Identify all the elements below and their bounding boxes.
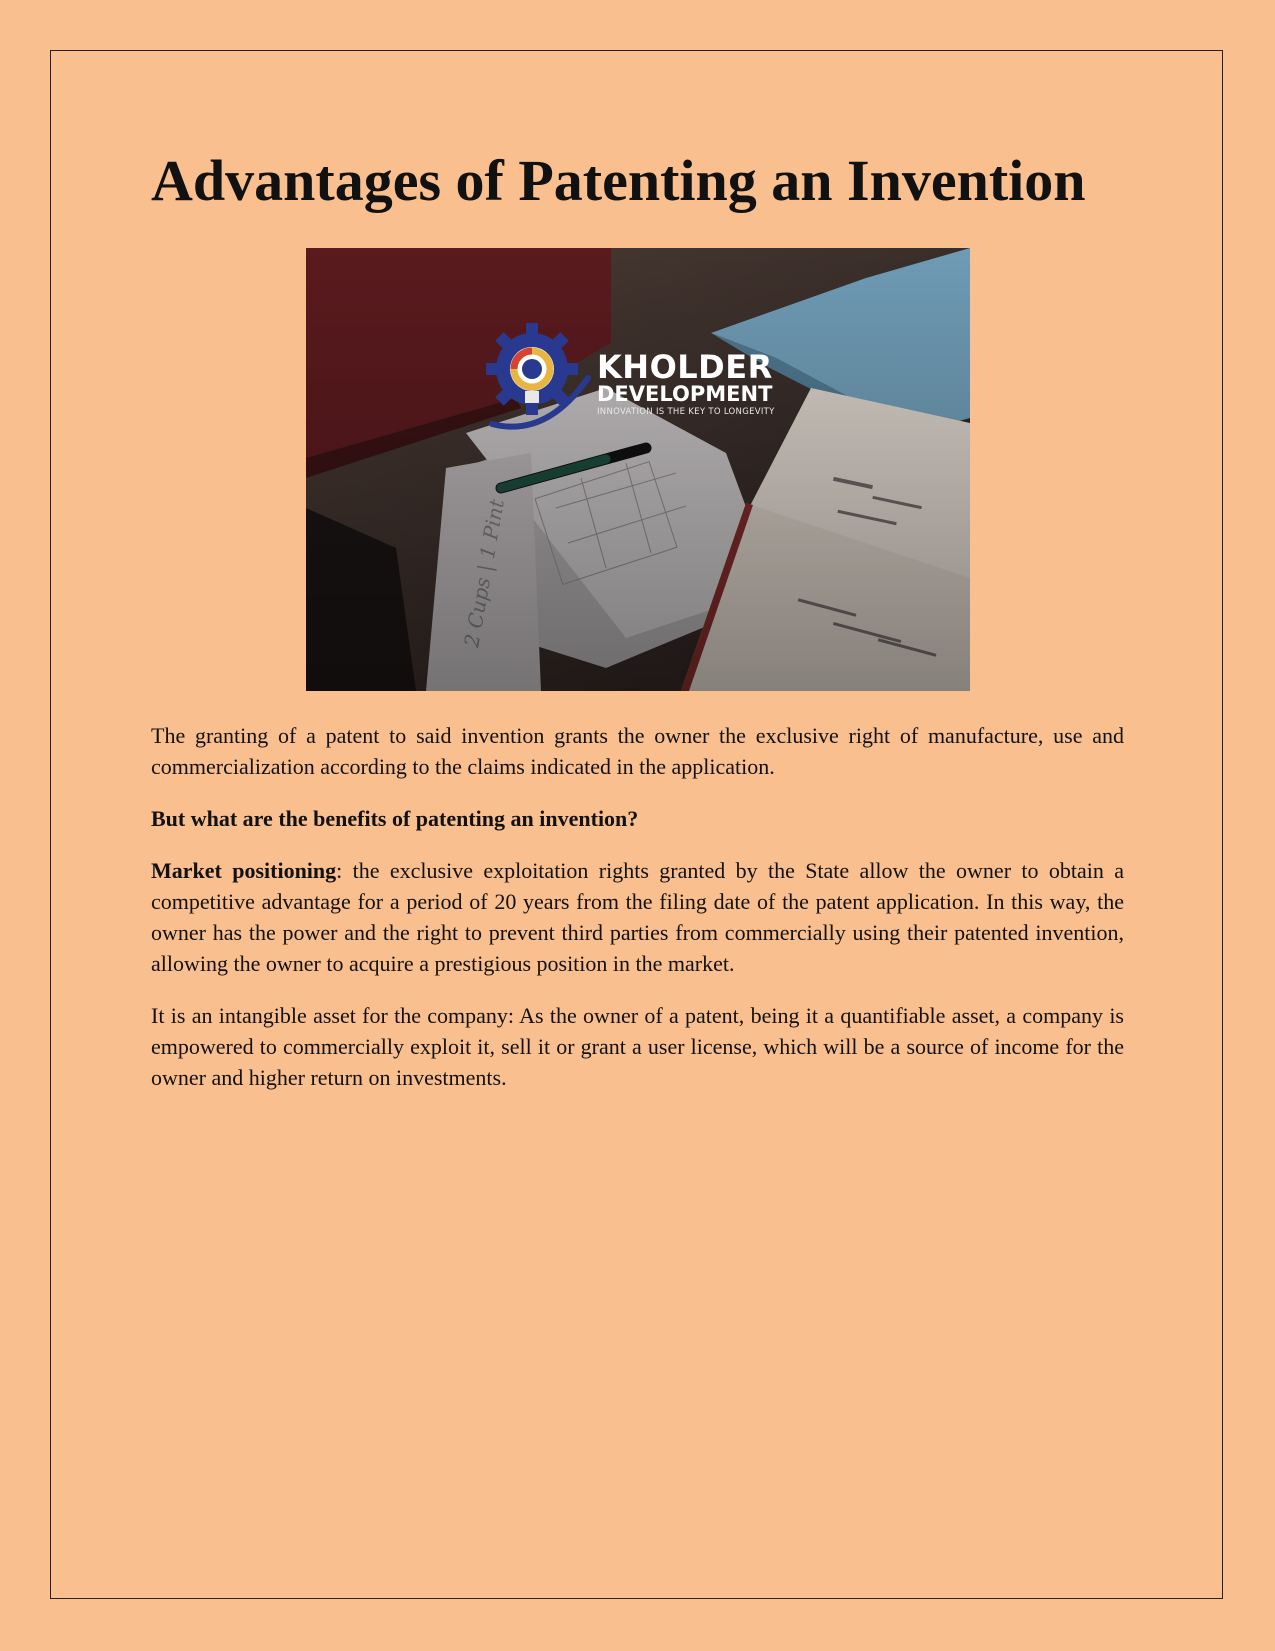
article-body	[151, 720, 1124, 1114]
intro-paragraph: The granting of a patent to said invention grants the owner the exclusive right of manufacture, use and commercialization according to the claims indicated in the application.	[151, 723, 1124, 779]
question-heading: But what are the benefits of patenting an invention?	[151, 806, 639, 831]
market-label: Market positioning	[151, 858, 337, 883]
logo-tagline: INNOVATION IS THE KEY TO LONGEVITY	[597, 407, 775, 417]
asset-paragraph: It is an intangible asset for the company: As the owner of a patent, being it a quantifiable asset, a company is empowered to commercially exploit it, sell it or grant a user license, which will be a source of income for the owner and higher return on investments.	[151, 1003, 1124, 1090]
market-text: : the exclusive exploitation rights granted by the State allow the owner to obtain a competitive advantage for a period of 20 years from the filing date of the patent application. In this way, the owner has the power and the right to prevent third parties from commercially using their patented invention, allowing the owner to acquire a prestigious position in the market.	[151, 858, 1124, 976]
header-photo	[306, 248, 970, 691]
logo-name-line1: KHOLDER	[597, 348, 773, 386]
page-title: Advantages of Patenting an Invention	[151, 148, 1086, 213]
market-paragraph	[151, 855, 1124, 979]
logo-name-line2: DEVELOPMENT	[597, 382, 773, 406]
